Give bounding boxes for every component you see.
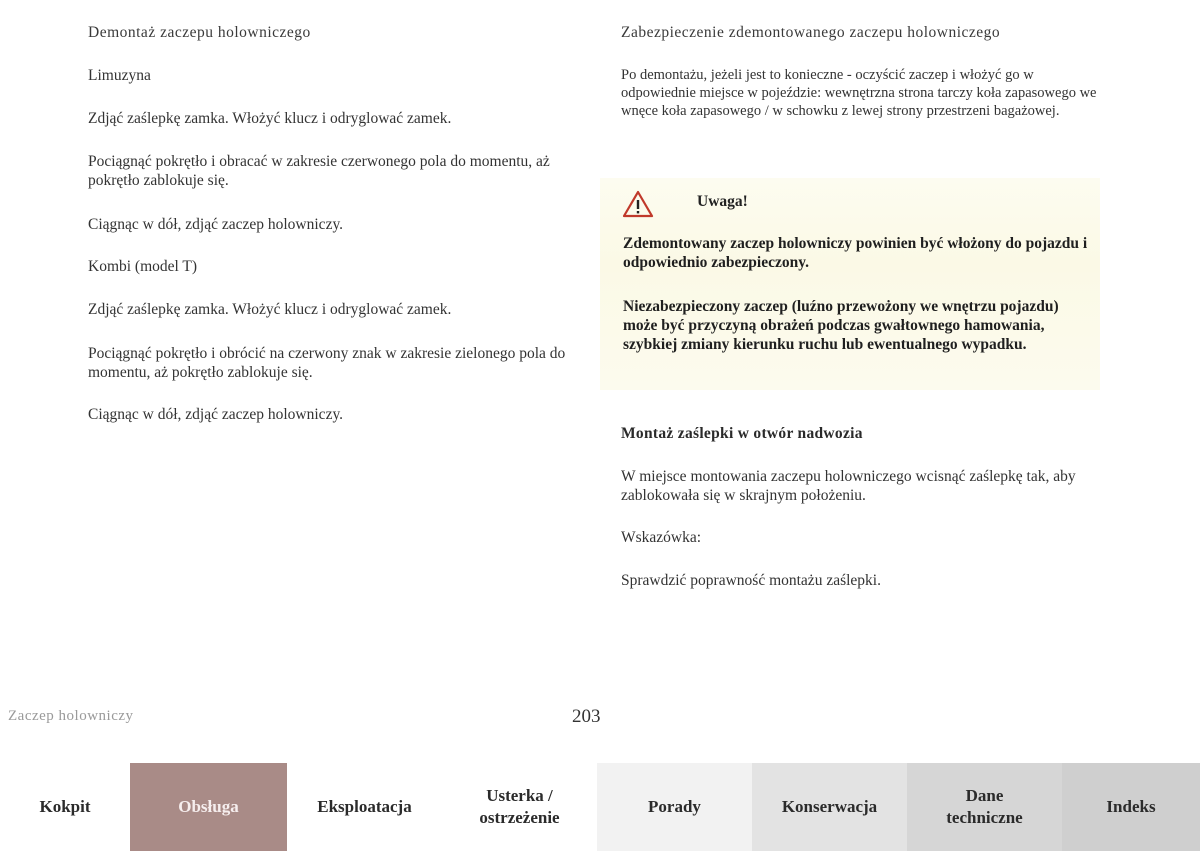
cap-mount-instructions: W miejsce montowania zaczepu holowniczego wcisnąć zaślepkę tak, aby zablokowała się w skrajnym położeniu. bbox=[621, 468, 1076, 504]
tab-label: Konserwacja bbox=[781, 797, 878, 816]
warning-triangle-icon bbox=[622, 190, 654, 218]
page-number: 203 bbox=[572, 706, 601, 727]
step-turn-knob-kombi: Pociągnąć pokrętło i obrócić na czerwony znak w zakresie zielonego pola do momentu, aż pokrętło zablokuje się. bbox=[88, 345, 566, 381]
tab-label: Obsługa bbox=[178, 797, 239, 816]
warning-box bbox=[600, 178, 1100, 390]
tab-eksploatacja[interactable] bbox=[287, 763, 442, 851]
tab-usterka[interactable] bbox=[442, 763, 597, 851]
tab-kokpit[interactable] bbox=[0, 763, 130, 851]
section-title-secure: Zabezpieczenie zdemontowanego zaczepu holowniczego bbox=[621, 24, 1001, 41]
hint-text: Sprawdzić poprawność montażu zaślepki. bbox=[621, 572, 881, 589]
limuzyna-label: Limuzyna bbox=[88, 67, 151, 84]
tab-konserwacja[interactable] bbox=[752, 763, 907, 851]
tab-label: Indeks bbox=[1106, 797, 1156, 816]
secure-instructions: Po demontażu, jeżeli jest to konieczne - oczyścić zaczep i włożyć go w odpowiednie miejsce w pojeździe: wewnętrzna strona tarczy koła zapasowego we wnęce koła zapasowego / w schowku z lewej strony przestrzeni bagażowej. bbox=[621, 67, 1097, 119]
footer-section-name: Zaczep holowniczy bbox=[8, 708, 134, 724]
step-pull-down: Ciągnąc w dół, zdjąć zaczep holowniczy. bbox=[88, 216, 344, 233]
section-title-cap-mount: Montaż zaślepki w otwór nadwozia bbox=[621, 425, 863, 442]
tab-dane-techniczne[interactable] bbox=[907, 763, 1062, 851]
tab-label: Porady bbox=[648, 797, 701, 816]
kombi-label: Kombi (model T) bbox=[88, 258, 198, 275]
tab-porady[interactable] bbox=[597, 763, 752, 851]
tab-label: Usterka / ostrzeżenie bbox=[479, 786, 560, 827]
warning-title: Uwaga! bbox=[697, 193, 748, 210]
chapter-nav bbox=[0, 763, 1200, 851]
step-remove-cap-kombi: Zdjąć zaślepkę zamka. Włożyć klucz i odryglować zamek. bbox=[88, 301, 452, 318]
hint-label: Wskazówka: bbox=[621, 529, 702, 546]
tab-label: Dane techniczne bbox=[946, 786, 1023, 827]
warning-text-stored: Zdemontowany zaczep holowniczy powinien być włożony do pojazdu i odpowiednio zabezpieczony. bbox=[623, 235, 1088, 271]
tab-indeks[interactable] bbox=[1062, 763, 1200, 851]
warning-text-unsecured: Niezabezpieczony zaczep (luźno przewożony we wnętrzu pojazdu) może być przyczyną obrażeń podczas gwałtownego hamowania, szybkiej zmiany kierunku ruchu lub ewentualnego wypadku. bbox=[623, 298, 1059, 353]
tab-label: Eksploatacja bbox=[317, 797, 412, 816]
step-pull-down-kombi: Ciągnąc w dół, zdjąć zaczep holowniczy. bbox=[88, 406, 344, 423]
step-remove-cap: Zdjąć zaślepkę zamka. Włożyć klucz i odryglować zamek. bbox=[88, 110, 452, 127]
section-title-dismount: Demontaż zaczepu holowniczego bbox=[88, 24, 311, 41]
tab-obsluga[interactable] bbox=[130, 763, 287, 851]
tab-label: Kokpit bbox=[39, 797, 91, 816]
step-turn-knob: Pociągnąć pokrętło i obracać w zakresie czerwonego pola do momentu, aż pokrętło zablokuje się. bbox=[88, 153, 550, 189]
